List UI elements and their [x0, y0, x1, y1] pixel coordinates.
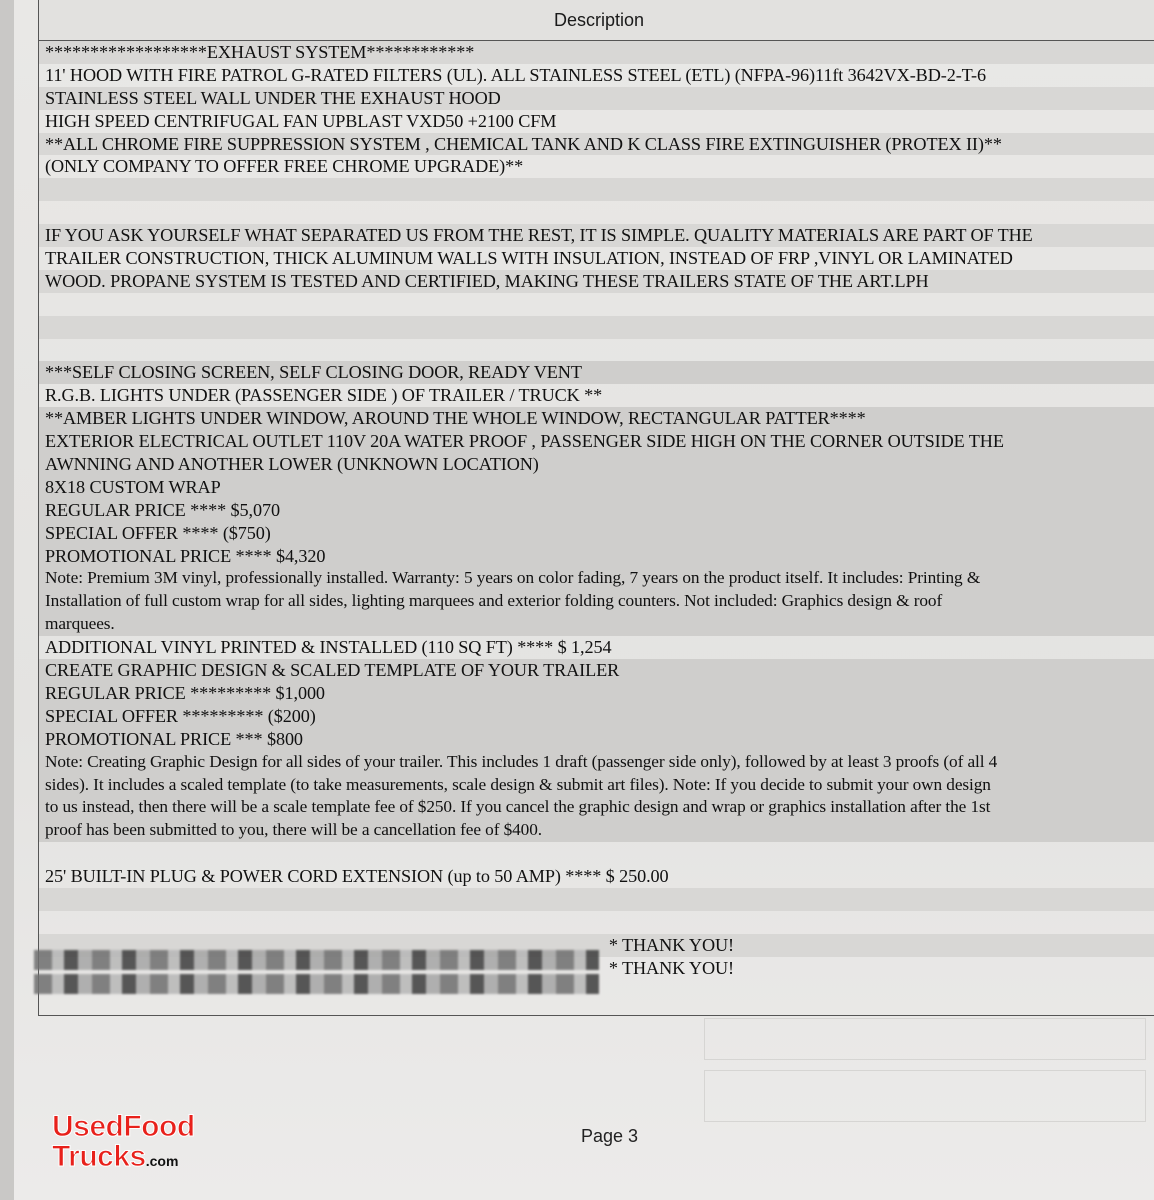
table-header: Description: [39, 0, 1154, 41]
description-line: IF YOU ASK YOURSELF WHAT SEPARATED US FROM THE REST, IT IS SIMPLE. QUALITY MATERIALS ARE PART OF THE: [39, 224, 1154, 247]
description-line: (ONLY COMPANY TO OFFER FREE CHROME UPGRADE)**: [45, 156, 524, 177]
blank-row: [39, 178, 1154, 201]
description-line: Note: Premium 3M vinyl, professionally installed. Warranty: 5 years on color fading, 7 years on the product itself. It includes: Printing &: [39, 567, 1154, 590]
blank-row: [39, 911, 1154, 934]
description-line: SPECIAL OFFER **** ($750): [39, 522, 1154, 545]
description-line: REGULAR PRICE ********* $1,000: [39, 682, 1154, 705]
logo-line-2: Trucks: [52, 1140, 146, 1173]
description-line: proof has been submitted to you, there will be a cancellation fee of $400.: [39, 819, 1154, 842]
description-line: HIGH SPEED CENTRIFUGAL FAN UPBLAST VXD50 +2100 CFM: [45, 110, 557, 131]
description-table: [38, 0, 1154, 1016]
description-line: WOOD. PROPANE SYSTEM IS TESTED AND CERTIFIED, MAKING THESE TRAILERS STATE OF THE ART.LPH: [39, 270, 1154, 293]
description-line: EXTERIOR ELECTRICAL OUTLET 110V 20A WATER PROOF , PASSENGER SIDE HIGH ON THE CORNER OUTSIDE THE: [39, 430, 1154, 453]
blank-row: [39, 201, 1154, 224]
description-line: Installation of full custom wrap for all sides, lighting marquees and exterior folding counters. Not included: Graphics design & roof: [39, 590, 1154, 613]
description-line: * THANK YOU!: [39, 934, 1154, 957]
redacted-text: [34, 974, 599, 994]
blank-row: [39, 293, 1154, 316]
blank-row: [39, 842, 1154, 865]
description-line: ***SELF CLOSING SCREEN, SELF CLOSING DOOR, READY VENT: [39, 361, 1154, 384]
redacted-text: [34, 950, 599, 970]
description-line: REGULAR PRICE **** $5,070: [39, 499, 1154, 522]
description-line: ******************EXHAUST SYSTEM************: [39, 41, 1154, 64]
site-logo: [52, 1112, 195, 1177]
description-line: 11' HOOD WITH FIRE PATROL G-RATED FILTERS (UL). ALL STAINLESS STEEL (ETL) (NFPA-96)11ft 3642VX-BD-2-T-6: [45, 64, 986, 85]
blank-row: [39, 339, 1154, 362]
faded-box: [704, 1070, 1146, 1122]
description-line: R.G.B. LIGHTS UNDER (PASSENGER SIDE ) OF TRAILER / TRUCK **: [45, 385, 603, 406]
blank-row: [39, 888, 1154, 911]
description-line: Note: Creating Graphic Design for all sides of your trailer. This includes 1 draft (passenger side only), followed by at least 3 proofs (of all 4: [39, 751, 1154, 774]
description-line: marquees.: [39, 613, 1154, 636]
description-line: 25' BUILT-IN PLUG & POWER CORD EXTENSION (up to 50 AMP) **** $ 250.00: [45, 866, 669, 887]
page-number: Page 3: [581, 1126, 639, 1146]
description-line: ADDITIONAL VINYL PRINTED & INSTALLED (110 SQ FT) **** $ 1,254: [45, 637, 612, 658]
table-rows: [39, 41, 1154, 980]
description-line: PROMOTIONAL PRICE **** $4,320: [39, 545, 1154, 568]
description-line: STAINLESS STEEL WALL UNDER THE EXHAUST HOOD: [39, 87, 1154, 110]
document-page: [14, 0, 1154, 1200]
logo-suffix: .com: [145, 1153, 179, 1169]
description-line: CREATE GRAPHIC DESIGN & SCALED TEMPLATE OF YOUR TRAILER: [39, 659, 1154, 682]
description-line: **ALL CHROME FIRE SUPPRESSION SYSTEM , CHEMICAL TANK AND K CLASS FIRE EXTINGUISHER (PROTEX II)**: [39, 133, 1154, 156]
faded-box: [704, 1018, 1146, 1060]
description-line: 8X18 CUSTOM WRAP: [39, 476, 1154, 499]
blank-row: [39, 316, 1154, 339]
description-line: * THANK YOU!: [608, 957, 734, 978]
description-line: AWNNING AND ANOTHER LOWER (UNKNOWN LOCATION): [39, 453, 1154, 476]
logo-line-1: UsedFood: [52, 1110, 195, 1143]
description-line: TRAILER CONSTRUCTION, THICK ALUMINUM WALLS WITH INSULATION, INSTEAD OF FRP ,VINYL OR LAMINATED: [45, 248, 1013, 269]
description-line: PROMOTIONAL PRICE *** $800: [39, 728, 1154, 751]
description-line: SPECIAL OFFER ********* ($200): [39, 705, 1154, 728]
description-line: to us instead, then there will be a scale template fee of $250. If you cancel the graphic design and wrap or graphics installation after the 1st: [39, 796, 1154, 819]
description-line: **AMBER LIGHTS UNDER WINDOW, AROUND THE WHOLE WINDOW, RECTANGULAR PATTER****: [39, 407, 1154, 430]
description-line: sides). It includes a scaled template (to take measurements, scale design & submit art files). Note: If you decide to submit your own design: [39, 774, 1154, 797]
